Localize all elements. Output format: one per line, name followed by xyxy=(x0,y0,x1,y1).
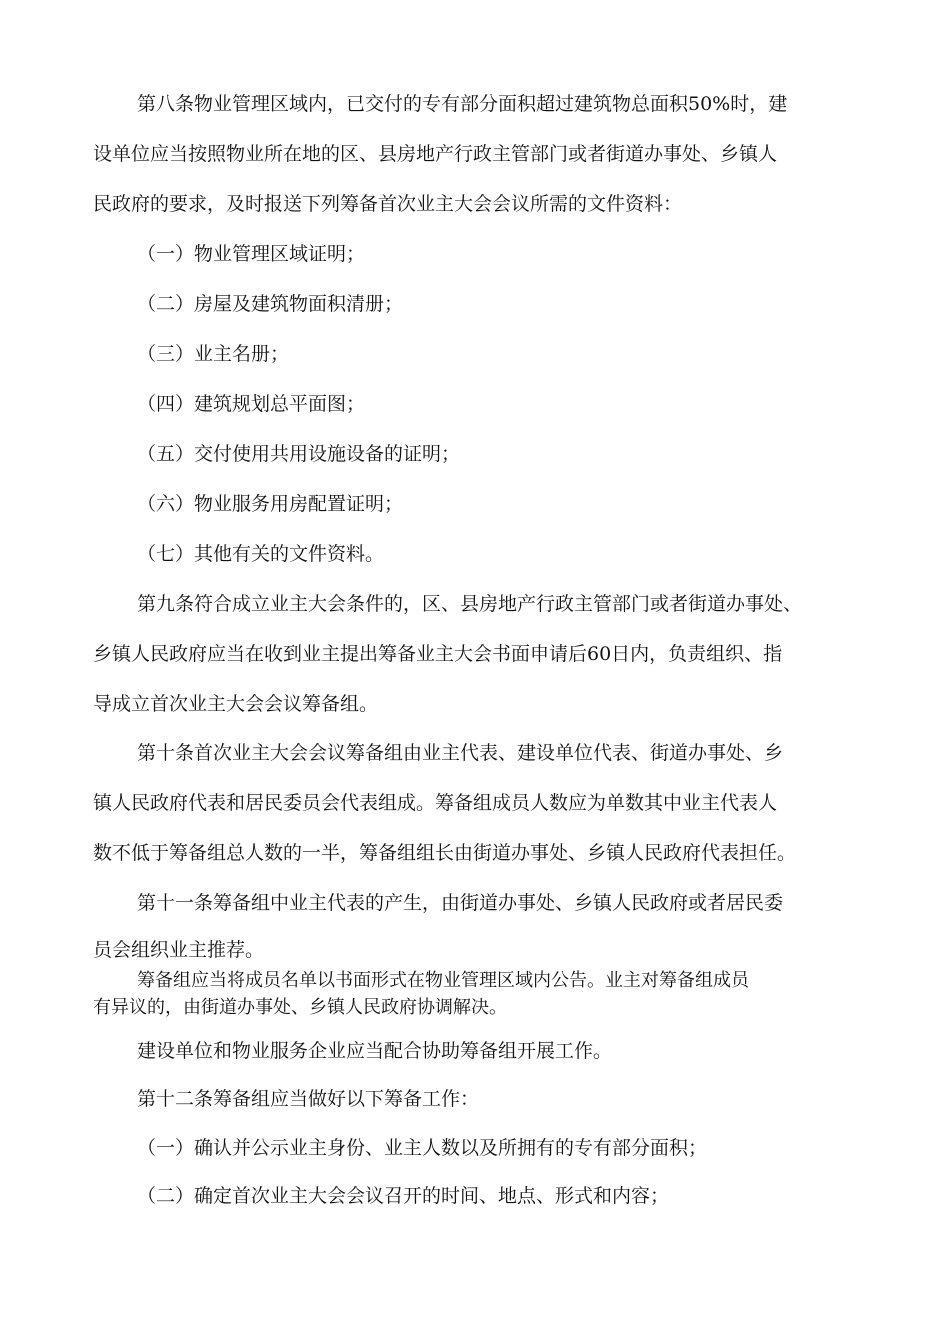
art8-item-6: （六）物业服务用房配置证明； xyxy=(137,493,404,515)
art12-item-1: （一）确认并公示业主身份、业主人数以及所拥有的专有部分面积； xyxy=(137,1137,708,1159)
art10-line3: 数不低于筹备组总人数的一半，筹备组组长由街道办事处、乡镇人民政府代表担任。 xyxy=(93,842,797,864)
art12-line1: 第十二条筹备组应当做好以下筹备工作： xyxy=(137,1088,480,1110)
art11-line1: 第十一条筹备组中业主代表的产生，由街道办事处、乡镇人民政府或者居民委 xyxy=(137,892,784,914)
art12-item-2: （二）确定首次业主大会会议召开的时间、地点、形式和内容； xyxy=(137,1185,670,1207)
art11-line2: 员会组织业主推荐。 xyxy=(93,939,265,961)
art9-line2: 乡镇人民政府应当在收到业主提出筹备业主大会书面申请后60日内，负责组织、指 xyxy=(93,643,783,665)
art8-item-5: （五）交付使用共用设施设备的证明； xyxy=(137,443,461,465)
art11-para2-line1: 筹备组应当将成员名单以书面形式在物业管理区域内公告。业主对筹备组成员 xyxy=(137,970,749,991)
art8-item-4: （四）建筑规划总平面图； xyxy=(137,393,366,415)
art9-line1: 第九条符合成立业主大会条件的，区、县房地产行政主管部门或者街道办事处、 xyxy=(137,593,803,615)
art8-item-7: （七）其他有关的文件资料。 xyxy=(137,543,385,565)
art10-line2: 镇人民政府代表和居民委员会代表组成。筹备组成员人数应为单数其中业主代表人 xyxy=(93,792,778,814)
art8-item-2: （二）房屋及建筑物面积清册； xyxy=(137,293,404,315)
art8-item-1: （一）物业管理区域证明； xyxy=(137,243,366,265)
art9-line3: 导成立首次业主大会会议筹备组。 xyxy=(93,693,379,715)
art8-item-3: （三）业主名册； xyxy=(137,343,290,365)
art8-line2: 设单位应当按照物业所在地的区、县房地产行政主管部门或者街道办事处、乡镇人 xyxy=(93,143,778,165)
art8-line1: 第八条物业管理区域内，已交付的专有部分面积超过建筑物总面积50%时，建 xyxy=(137,93,788,115)
art10-line1: 第十条首次业主大会会议筹备组由业主代表、建设单位代表、街道办事处、乡 xyxy=(137,742,784,764)
art11-para3: 建设单位和物业服务企业应当配合协助筹备组开展工作。 xyxy=(137,1040,613,1062)
art11-para2-line2: 有异议的，由街道办事处、乡镇人民政府协调解决。 xyxy=(93,997,507,1018)
art8-line3: 民政府的要求，及时报送下列筹备首次业主大会会议所需的文件资料： xyxy=(93,193,683,215)
